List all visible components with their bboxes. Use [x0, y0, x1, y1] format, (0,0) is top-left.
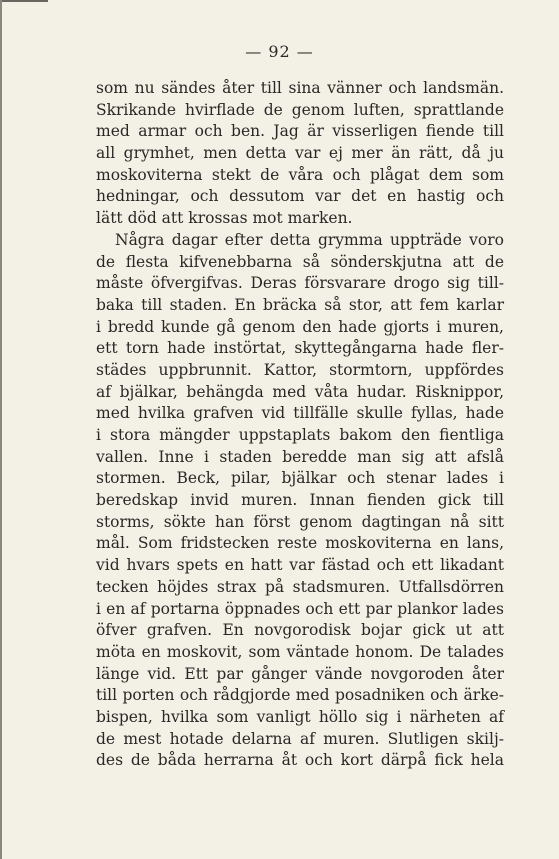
page-edge-left	[0, 0, 2, 859]
text-line: länge vid. Ett par gånger vände novgoroden åter	[96, 664, 504, 683]
text-line: all grymhet, men detta var ej mer än rätt, då ju	[96, 144, 504, 163]
text-line: vid hvars spets en hatt var fästad och ett likadant	[96, 556, 504, 575]
text-line: beredskap invid muren. Innan fienden gick till	[96, 491, 504, 510]
text-line: öfver grafven. En novgorodisk bojar gick ut att	[96, 621, 504, 640]
text-line: tecken höjdes strax på stadsmuren. Utfallsdörren	[96, 577, 504, 596]
text-line: med hvilka grafven vid tillfälle skulle fyllas, hade	[96, 404, 504, 423]
text-line: lätt död att krossas mot marken.	[96, 209, 353, 228]
text-line: storms, sökte han först genom dagtingan nå sitt	[96, 512, 504, 531]
text-line: städes uppbrunnit. Kattor, stormtorn, uppfördes	[96, 360, 504, 379]
text-line: vallen. Inne i staden beredde man sig att afslå	[96, 447, 504, 466]
text-line: stormen. Beck, pilar, bjälkar och stenar lades i	[96, 469, 504, 488]
text-line: de flesta kifvenebbarna så sönderskjutna att de	[96, 252, 504, 271]
text-line: des de båda herrarna åt och kort därpå fick hela	[96, 751, 504, 770]
text-line: möta en moskovit, som väntade honom. De talades	[96, 642, 504, 661]
text-line: Några dagar efter detta grymma uppträde voro	[115, 230, 504, 249]
text-line: moskoviterna stekt de våra och plågat dem som	[96, 165, 504, 184]
text-line: i stora mängder uppstaplats bakom den fientliga	[96, 426, 504, 444]
text-line: bispen, hvilka som vanligt höllo sig i närheten af	[96, 707, 504, 726]
text-line: de mest hotade delarna af muren. Slutligen skilj-	[96, 729, 504, 748]
body-text	[96, 78, 504, 772]
text-line: med armar och ben. Jag är visserligen fiende till	[96, 122, 504, 141]
text-line: i bredd kunde gå genom den hade gjorts i muren,	[96, 317, 504, 336]
text-line: måste öfvergifvas. Deras försvarare drogo sig till-	[96, 274, 504, 293]
text-line: af bjälkar, behängda med våta hudar. Risknippor,	[96, 382, 504, 401]
text-line: som nu sändes åter till sina vänner och landsmän.	[96, 79, 504, 97]
page-number: — 92 —	[245, 42, 314, 61]
text-line: mål. Som fridstecken reste moskoviterna en lans,	[96, 534, 504, 553]
text-line: till porten och rådgjorde med posadniken och ärke-	[96, 686, 504, 705]
text-line: ett torn hade instörtat, skyttegångarna hade fler-	[96, 339, 504, 358]
text-line: baka till staden. En bräcka så stor, att fem karlar	[96, 295, 504, 314]
text-line: i en af portarna öppnades och ett par plankor lades	[96, 599, 504, 618]
text-line: hedningar, och dessutom var det en hastig och	[96, 187, 504, 206]
page-edge-top	[0, 0, 48, 2]
text-line: Skrikande hvirflade de genom luften, sprattlande	[96, 100, 504, 119]
